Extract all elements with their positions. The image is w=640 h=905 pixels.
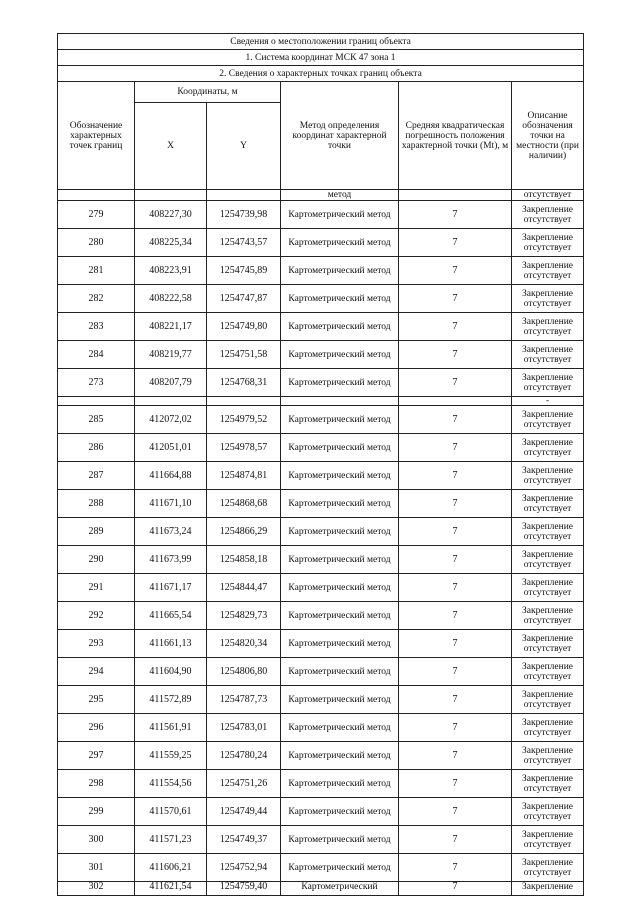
cell-error: 7 [399,257,512,285]
table-row [58,369,584,397]
cell-description: Закрепление отсутствует [512,742,584,770]
cell-y: 1254751,58 [207,341,281,369]
cell-x: 411665,54 [135,602,207,630]
cell-x [135,190,207,201]
cell-point: 288 [58,490,135,518]
cell-method: Картометрический метод [281,630,399,658]
cell-x: 411604,90 [135,658,207,686]
cell-description: Закрепление [512,882,584,896]
cell-x: 411661,13 [135,630,207,658]
cell-y: 1254768,31 [207,369,281,397]
cell-y: 1254787,73 [207,686,281,714]
cell-y: 1254829,73 [207,602,281,630]
cell-method: Картометрический метод [281,285,399,313]
cell-error: 7 [399,602,512,630]
cell-error: 7 [399,854,512,882]
cell-method: Картометрический метод [281,658,399,686]
cell-x: 411673,24 [135,518,207,546]
cell-point: 287 [58,462,135,490]
cell-description: Закрепление отсутствует [512,658,584,686]
cell-y: 1254743,57 [207,229,281,257]
header-row [58,82,584,103]
table-row [58,882,584,896]
cell-point: 292 [58,602,135,630]
cell-point: 290 [58,546,135,574]
cell-description: Закрепление отсутствует [512,798,584,826]
table-row [58,798,584,826]
header-x: X [135,103,207,190]
cell-description: Закрепление отсутствует [512,518,584,546]
cell-description: отсутствует [512,190,584,201]
table-row [58,742,584,770]
cell-method: Картометрический метод [281,770,399,798]
cell-point: 284 [58,341,135,369]
cell-description: Закрепление отсутствует [512,490,584,518]
cell-error: 7 [399,826,512,854]
table-row [58,341,584,369]
cell-x: 408207,79 [135,369,207,397]
cell-point: 273 [58,369,135,397]
cell-description: Закрепление отсутствует [512,201,584,229]
cell-point: 291 [58,574,135,602]
cell-x: 411673,99 [135,546,207,574]
cell-point [58,397,135,406]
continuation-row [58,190,584,201]
cell-method: Картометрический метод [281,434,399,462]
cell-x: 411561,91 [135,714,207,742]
cell-method [281,397,399,406]
cell-point: 298 [58,770,135,798]
table-row [58,770,584,798]
cell-x: 408219,77 [135,341,207,369]
table-row [58,257,584,285]
cell-method: Картометрический метод [281,490,399,518]
caption-row [58,50,584,66]
cell-error: 7 [399,229,512,257]
header-error: Средняя квадратическая погрешность положения характерной точки (Mt), м [399,82,512,190]
cell-error: 7 [399,770,512,798]
cell-y [207,190,281,201]
header-description: Описание обозначения точки на местности (при наличии) [512,82,584,190]
cell-point: 301 [58,854,135,882]
cell-error [399,190,512,201]
cell-method: Картометрический метод [281,602,399,630]
cell-point: 282 [58,285,135,313]
cell-error [399,397,512,406]
table-row [58,434,584,462]
cell-y: 1254858,18 [207,546,281,574]
cell-y: 1254752,94 [207,854,281,882]
separator-group [58,397,584,406]
cell-error: 7 [399,630,512,658]
cell-description: Закрепление отсутствует [512,462,584,490]
cell-y: 1254759,40 [207,882,281,896]
cell-method: Картометрический метод [281,518,399,546]
cell-x [135,397,207,406]
boundary-points-table [57,33,584,896]
cell-method: Картометрический метод [281,826,399,854]
cell-method: Картометрический метод [281,798,399,826]
cell-point [58,190,135,201]
coordinate-system-caption: 1. Система координат МСК 47 зона 1 [58,50,584,66]
cell-y: 1254806,80 [207,658,281,686]
cell-point: 285 [58,406,135,434]
cell-point: 286 [58,434,135,462]
section-caption: 2. Сведения о характерных точках границ объекта [58,66,584,82]
cell-method: Картометрический метод [281,406,399,434]
cell-y: 1254751,26 [207,770,281,798]
cell-description: Закрепление отсутствует [512,546,584,574]
table-row [58,686,584,714]
cell-method: Картометрический метод [281,313,399,341]
cell-y: 1254844,47 [207,574,281,602]
cell-point: 283 [58,313,135,341]
table-row [58,518,584,546]
cell-x: 411621,54 [135,882,207,896]
table-row [58,714,584,742]
cell-error: 7 [399,686,512,714]
table-row [58,602,584,630]
caption-row [58,34,584,50]
cell-point: 293 [58,630,135,658]
cell-y [207,397,281,406]
cell-point: 295 [58,686,135,714]
table-row [58,313,584,341]
cell-method: Картометрический метод [281,546,399,574]
cell-x: 408227,30 [135,201,207,229]
cell-x: 411559,25 [135,742,207,770]
cell-x: 411671,17 [135,574,207,602]
cell-y: 1254780,24 [207,742,281,770]
cell-x: 408221,17 [135,313,207,341]
cell-x: 408225,34 [135,229,207,257]
cell-y: 1254978,57 [207,434,281,462]
cell-description: Закрепление отсутствует [512,826,584,854]
separator-row [58,397,584,406]
cell-y: 1254866,29 [207,518,281,546]
cell-error: 7 [399,369,512,397]
cell-x: 411554,56 [135,770,207,798]
cell-description: Закрепление отсутствует [512,406,584,434]
cell-description: - [512,397,584,406]
cell-y: 1254749,80 [207,313,281,341]
cell-x: 411571,23 [135,826,207,854]
cell-description: Закрепление отсутствует [512,434,584,462]
table-row [58,826,584,854]
cell-error: 7 [399,742,512,770]
cell-y: 1254745,89 [207,257,281,285]
cell-y: 1254749,37 [207,826,281,854]
cell-description: Закрепление отсутствует [512,714,584,742]
cell-y: 1254868,68 [207,490,281,518]
cell-error: 7 [399,658,512,686]
cell-point: 279 [58,201,135,229]
cell-x: 411664,88 [135,462,207,490]
cell-method: Картометрический метод [281,257,399,285]
point-rows-group-b [58,406,584,882]
last-row-group [58,882,584,896]
cell-method: Картометрический метод [281,229,399,257]
cell-y: 1254820,34 [207,630,281,658]
cell-description: Закрепление отсутствует [512,630,584,658]
cell-description: Закрепление отсутствует [512,313,584,341]
cell-description: Закрепление отсутствует [512,285,584,313]
cell-error: 7 [399,798,512,826]
cell-method: Картометрический метод [281,686,399,714]
cell-description: Закрепление отсутствует [512,257,584,285]
cell-method: Картометрический [281,882,399,896]
cell-method: Картометрический метод [281,369,399,397]
cell-x: 412072,02 [135,406,207,434]
cell-error: 7 [399,574,512,602]
cell-error: 7 [399,714,512,742]
cell-description: Закрепление отсутствует [512,229,584,257]
cell-point: 296 [58,714,135,742]
cell-method: Картометрический метод [281,201,399,229]
header-y: Y [207,103,281,190]
cell-point: 297 [58,742,135,770]
cell-error: 7 [399,341,512,369]
header-coords: Координаты, м [135,82,281,103]
cell-error: 7 [399,882,512,896]
cell-error: 7 [399,406,512,434]
cell-error: 7 [399,518,512,546]
table-row [58,574,584,602]
cell-error: 7 [399,462,512,490]
cell-description: Закрепление отсутствует [512,854,584,882]
cell-point: 289 [58,518,135,546]
cell-method: Картометрический метод [281,854,399,882]
cell-error: 7 [399,285,512,313]
table-row [58,490,584,518]
cell-method: метод [281,190,399,201]
table-row [58,229,584,257]
cell-x: 411606,21 [135,854,207,882]
table-row [58,406,584,434]
cell-point: 299 [58,798,135,826]
table-row [58,630,584,658]
cell-error: 7 [399,313,512,341]
cell-x: 408222,58 [135,285,207,313]
point-rows-group-a [58,201,584,397]
cell-method: Картометрический метод [281,462,399,490]
cell-error: 7 [399,201,512,229]
cell-method: Картометрический метод [281,742,399,770]
cell-description: Закрепление отсутствует [512,341,584,369]
cell-error: 7 [399,546,512,574]
cell-x: 411570,61 [135,798,207,826]
cell-method: Картометрический метод [281,714,399,742]
cell-method: Картометрический метод [281,574,399,602]
table-row [58,658,584,686]
cell-method: Картометрический метод [281,341,399,369]
table-row [58,201,584,229]
cell-point: 281 [58,257,135,285]
cell-y: 1254783,01 [207,714,281,742]
cell-y: 1254747,87 [207,285,281,313]
cell-point: 302 [58,882,135,896]
cell-description: Закрепление отсутствует [512,574,584,602]
cell-x: 408223,91 [135,257,207,285]
table-row [58,462,584,490]
cell-y: 1254874,81 [207,462,281,490]
table-title: Сведения о местоположении границ объекта [58,34,584,50]
cell-point: 280 [58,229,135,257]
cell-error: 7 [399,490,512,518]
cell-x: 412051,01 [135,434,207,462]
cell-y: 1254739,98 [207,201,281,229]
table-row [58,285,584,313]
cell-description: Закрепление отсутствует [512,602,584,630]
cell-x: 411572,89 [135,686,207,714]
cell-error: 7 [399,434,512,462]
cell-description: Закрепление отсутствует [512,770,584,798]
table-row [58,546,584,574]
table-row [58,854,584,882]
cell-x: 411671,10 [135,490,207,518]
cell-y: 1254749,44 [207,798,281,826]
cell-description: Закрепление отсутствует [512,369,584,397]
cell-point: 300 [58,826,135,854]
header-point: Обозначение характерных точек границ [58,82,135,190]
cell-y: 1254979,52 [207,406,281,434]
caption-row [58,66,584,82]
cell-description: Закрепление отсутствует [512,686,584,714]
header-method: Метод определения координат характерной точки [281,82,399,190]
cell-point: 294 [58,658,135,686]
